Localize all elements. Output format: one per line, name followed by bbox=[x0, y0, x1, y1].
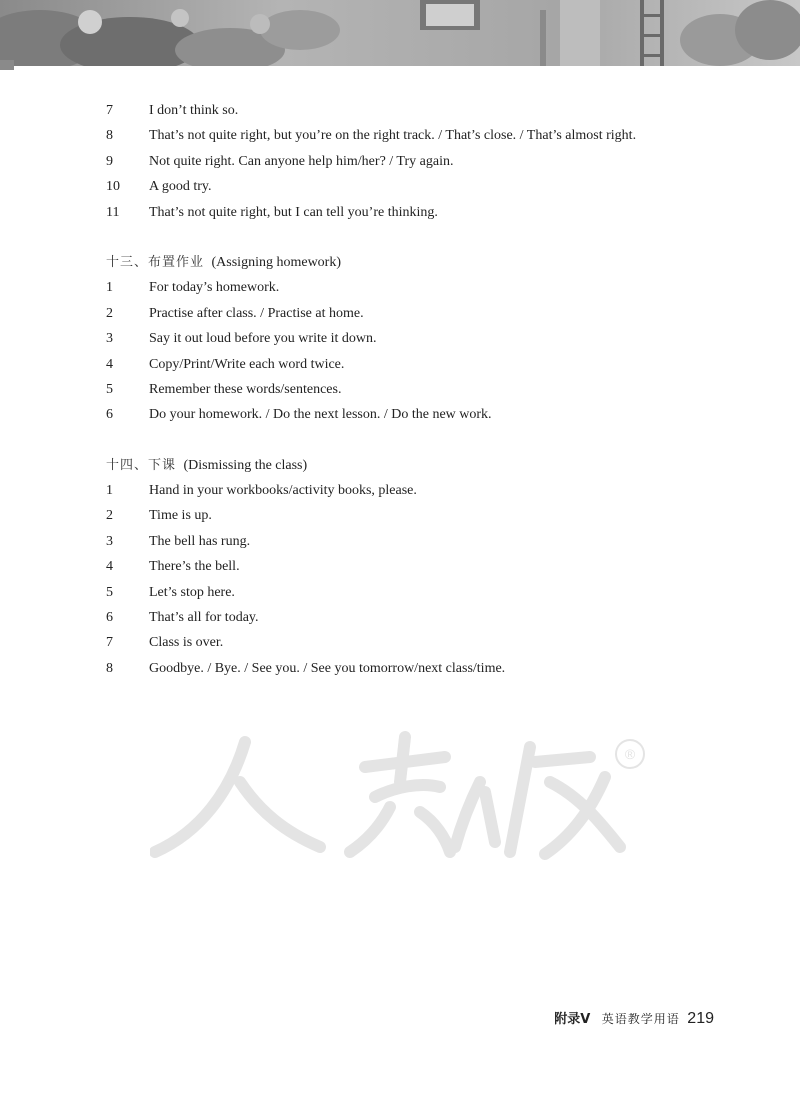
section-assigning-homework bbox=[0, 250, 800, 428]
list-item bbox=[0, 275, 800, 300]
list-item bbox=[0, 529, 800, 554]
item-text: Copy/Print/Write each word twice. bbox=[149, 356, 345, 372]
item-text: Let’s stop here. bbox=[149, 584, 235, 600]
item-text: The bell has rung. bbox=[149, 533, 251, 549]
section-heading-en: (Dismissing the class) bbox=[183, 457, 308, 473]
page-number: 219 bbox=[687, 1010, 714, 1027]
section-heading-cn: 十四、下课 bbox=[106, 457, 177, 473]
section-heading-en: (Assigning homework) bbox=[211, 254, 342, 270]
header-illustration-graphic bbox=[0, 0, 800, 70]
item-text: There’s the bell. bbox=[149, 559, 240, 575]
list-item bbox=[0, 554, 800, 579]
section-heading bbox=[0, 250, 800, 275]
list-item bbox=[0, 503, 800, 528]
registered-mark: ® bbox=[624, 746, 636, 762]
item-number: 3 bbox=[106, 533, 113, 549]
page-footer bbox=[554, 1008, 714, 1028]
item-number: 2 bbox=[106, 305, 113, 321]
item-number: 2 bbox=[106, 508, 113, 524]
item-number: 3 bbox=[106, 331, 113, 347]
item-text: Class is over. bbox=[149, 635, 224, 651]
item-number: 6 bbox=[106, 610, 113, 626]
header-illustration bbox=[0, 0, 800, 70]
watermark-logo-graphic bbox=[150, 722, 670, 872]
item-number: 8 bbox=[106, 128, 113, 144]
item-text: For today’s homework. bbox=[149, 280, 280, 296]
list-item bbox=[0, 149, 800, 174]
list-item bbox=[0, 174, 800, 199]
section-heading bbox=[0, 453, 800, 478]
list-item bbox=[0, 352, 800, 377]
item-text: Practise after class. / Practise at home. bbox=[149, 305, 364, 321]
page-content bbox=[0, 98, 800, 681]
list-item bbox=[0, 301, 800, 326]
item-number: 8 bbox=[106, 660, 113, 676]
list-item bbox=[0, 580, 800, 605]
item-text: Say it out loud before you write it down. bbox=[149, 331, 377, 347]
item-number: 5 bbox=[106, 584, 113, 600]
item-number: 6 bbox=[106, 407, 113, 423]
item-text: Goodbye. / Bye. / See you. / See you tomorrow/next class/time. bbox=[149, 660, 506, 676]
list-item bbox=[0, 402, 800, 427]
item-text: That’s not quite right, but you’re on the right track. / That’s close. / That’s almost right. bbox=[149, 128, 637, 144]
item-text: Hand in your workbooks/activity books, please. bbox=[149, 483, 417, 499]
item-number: 4 bbox=[106, 559, 113, 575]
item-text: I don’t think so. bbox=[149, 103, 239, 118]
item-text: A good try. bbox=[149, 179, 212, 195]
item-number: 11 bbox=[106, 204, 120, 220]
list-item bbox=[0, 630, 800, 655]
item-number: 7 bbox=[106, 103, 113, 118]
section-heading-cn: 十三、布置作业 bbox=[106, 254, 205, 270]
item-text: That’s all for today. bbox=[149, 610, 259, 626]
item-text: Time is up. bbox=[149, 508, 212, 524]
item-text: Do your homework. / Do the next lesson. / Do the new work. bbox=[149, 407, 492, 423]
list-item bbox=[0, 478, 800, 503]
item-text: Remember these words/sentences. bbox=[149, 381, 342, 397]
list-item bbox=[0, 326, 800, 351]
list-item bbox=[0, 605, 800, 630]
list-item bbox=[0, 200, 800, 225]
item-text: Not quite right. Can anyone help him/her? / Try again. bbox=[149, 153, 454, 169]
item-number: 4 bbox=[106, 356, 113, 372]
list-item bbox=[0, 656, 800, 681]
section-dismissing-class bbox=[0, 453, 800, 682]
list-item bbox=[0, 123, 800, 148]
section-feedback-continued bbox=[0, 98, 800, 225]
list-item bbox=[0, 98, 800, 123]
item-text: That’s not quite right, but I can tell you’re thinking. bbox=[149, 204, 438, 220]
item-number: 10 bbox=[106, 179, 120, 195]
list-item bbox=[0, 377, 800, 402]
item-number: 9 bbox=[106, 153, 113, 169]
item-number: 7 bbox=[106, 635, 113, 651]
publisher-watermark bbox=[150, 722, 670, 872]
item-number: 5 bbox=[106, 381, 113, 397]
appendix-label: 附录V bbox=[554, 1012, 591, 1027]
item-number: 1 bbox=[106, 483, 113, 499]
item-number: 1 bbox=[106, 280, 113, 296]
appendix-title: 英语教学用语 bbox=[601, 1012, 680, 1026]
